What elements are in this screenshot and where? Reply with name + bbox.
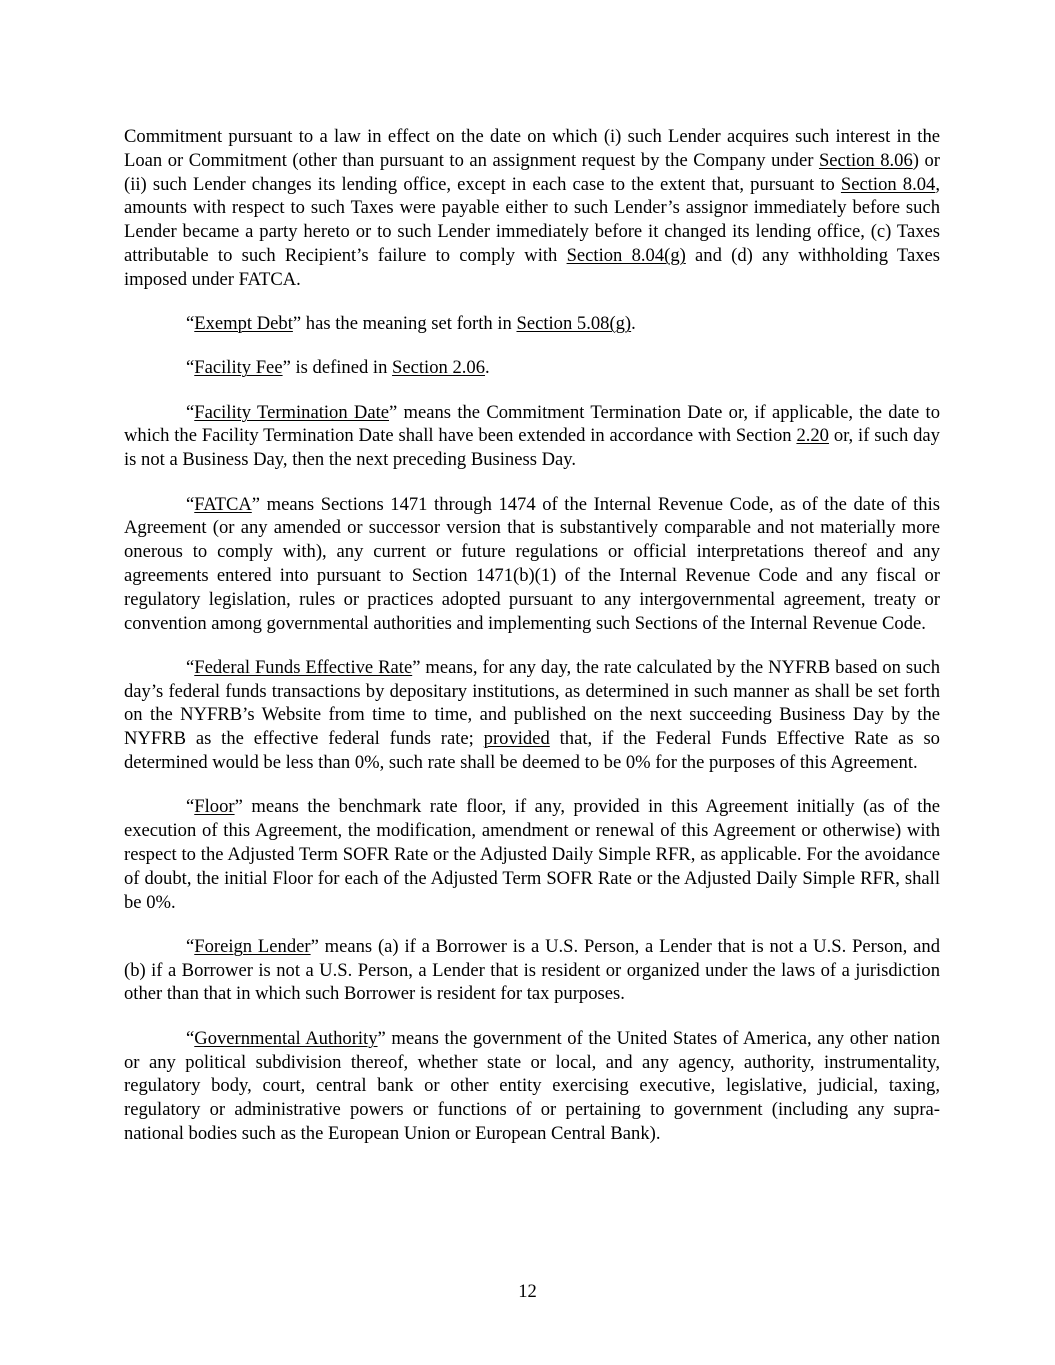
definition-paragraph [124, 356, 940, 380]
continuation-paragraph [124, 125, 940, 292]
underlined-term: Floor [194, 796, 235, 818]
definition-paragraph [124, 1027, 940, 1146]
text-segment: or, if such day is not a Business Day, then the next preceding Business Day. [124, 425, 940, 471]
text-segment: ” means the government of the United States of America, any other nation or any political subdivision thereof, whether state or local, and any agency, authority, instrumentality, regulatory body, court, central bank or other entity exercising executive, legislative, judicial, taxing, regulatory or administrative powers or functions of or pertaining to government (including any supra-national bodies such as the European Union or European Central Bank). [124, 1027, 940, 1144]
text-segment: that, if the Federal Funds Effective Rate as so determined would be less than 0%, such rate shall be deemed to be 0% for the purposes of this Agreement. [124, 728, 940, 774]
text-segment: “ [186, 401, 195, 423]
definition-paragraph [124, 401, 940, 472]
text-segment: ” is defined in [282, 357, 393, 379]
definition-paragraph [124, 935, 940, 1006]
text-segment: “ [186, 796, 195, 818]
underlined-term: Facility Fee [194, 357, 283, 379]
page-number: 12 [518, 1281, 537, 1302]
text-segment: “ [186, 493, 195, 515]
text-segment: and (d) any withholding Taxes imposed under FATCA. [124, 244, 940, 290]
underlined-term: Section 8.06 [818, 149, 913, 171]
text-segment: ” means (a) if a Borrower is a U.S. Person, a Lender that is not a U.S. Person, and (b) if a Borrower is not a U.S. Person, a Lender that is resident or organized under the laws of a jurisdiction other than that in which such Borrower is resident for tax purposes. [124, 935, 940, 1005]
definition-paragraph [124, 795, 940, 914]
text-segment: , amounts with respect to such Taxes were payable either to such Lender’s assignor immediately before such Lender became a party hereto or to such Lender immediately before it changed its lending office, (c) Taxes attributable to such Recipient’s failure to comply with [124, 173, 941, 266]
underlined-term: Section 8.04(g) [566, 244, 686, 266]
underlined-term: Facility Termination Date [194, 401, 390, 423]
text-segment: . [485, 357, 490, 379]
underlined-term: FATCA [194, 493, 252, 515]
underlined-term: 2.20 [796, 425, 829, 447]
text-segment: ” means the Commitment Termination Date or, if applicable, the date to which the Facility Termination Date shall have been extended in accordance with Section [124, 401, 940, 447]
definition-paragraph [124, 493, 940, 636]
underlined-term: provided [483, 728, 550, 750]
underlined-term: Section 2.06 [392, 357, 486, 379]
underlined-term: Section 5.08(g) [516, 313, 632, 335]
underlined-term: Foreign Lender [194, 935, 311, 957]
text-segment: ” has the meaning set forth in [292, 313, 517, 335]
underlined-term: Governmental Authority [194, 1027, 378, 1049]
text-segment: “ [186, 656, 195, 678]
underlined-term: Federal Funds Effective Rate [194, 656, 413, 678]
document-body [124, 125, 940, 1146]
text-segment: ” means, for any day, the rate calculated by the NYFRB based on such day’s federal funds transactions by depositary institutions, as determined in such manner as shall be set forth on the NYFRB’s Website from time to time, and published on the next succeeding Business Day by the NYFRB as the effective federal funds rate; [124, 656, 940, 750]
text-segment: “ [186, 935, 195, 957]
text-segment: Commitment pursuant to a law in effect on the date on which (i) such Lender acquires such interest in the Loan or Commitment (other than pursuant to an assignment request by the Company under [124, 126, 940, 171]
text-segment: “ [186, 313, 195, 335]
definition-paragraph [124, 312, 940, 336]
definition-paragraph [124, 656, 940, 775]
underlined-term: Section 8.04 [840, 173, 936, 195]
text-segment: ) or (ii) such Lender changes its lending office, except in each case to the extent that, pursuant to [124, 149, 940, 195]
text-segment: “ [186, 1027, 195, 1049]
text-segment: ” means the benchmark rate floor, if any, provided in this Agreement initially (as of the execution of this Agreement, the modification, amendment or renewal of this Agreement or otherwise) with respect to the Adjusted Term SOFR Rate or the Adjusted Daily Simple RFR, as applicable. For the avoidance of doubt, the initial Floor for each of the Adjusted Term SOFR Rate or the Adjusted Daily Simple RFR, shall be 0%. [124, 796, 940, 913]
text-segment: ” means Sections 1471 through 1474 of the Internal Revenue Code, as of the date of this Agreement (or any amended or successor version that is substantively comparable and not materially more onerous to comply with), any current or future regulations or official interpretations thereof and any agreements entered into pursuant to Section 1471(b)(1) of the Internal Revenue Code and any fiscal or regulatory legislation, rules or practices adopted pursuant to any intergovernmental agreement, treaty or convention among governmental authorities and implementing such Sections of the Internal Revenue Code. [124, 493, 940, 634]
text-segment: “ [186, 357, 195, 379]
text-segment: . [631, 313, 636, 335]
underlined-term: Exempt Debt [194, 313, 293, 335]
